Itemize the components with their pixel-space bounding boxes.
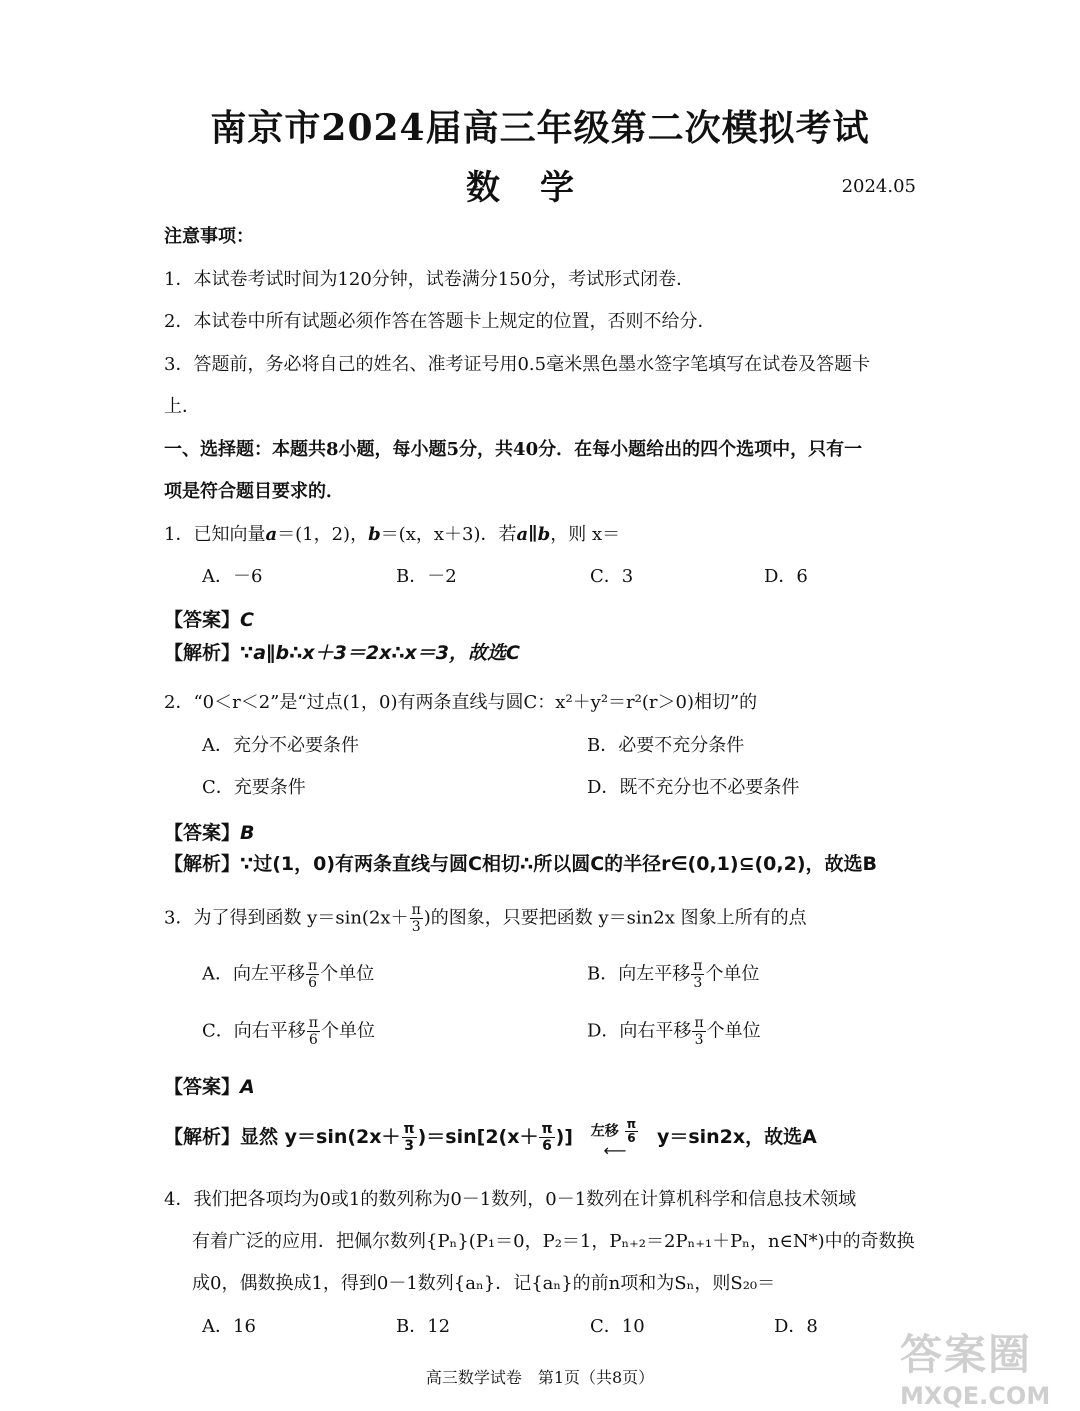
q2-option-d: D．既不充分也不必要条件 xyxy=(587,777,800,798)
fraction-denominator: 6 xyxy=(542,1138,552,1154)
fraction-numerator: π xyxy=(693,958,703,974)
q4-stem-line-1: 4．我们把各项均为0或1的数列称为0－1数列，0－1数列在计算机科学和信息技术领域 xyxy=(164,1189,857,1210)
q3-option-d xyxy=(587,1015,761,1048)
q2-analysis xyxy=(164,849,877,876)
page-title: 南京市2024届高三年级第二次模拟考试 xyxy=(210,107,870,149)
q1-answer-value: C xyxy=(240,609,254,631)
q1-stem-prefix: 1．已知向量 xyxy=(164,524,266,545)
q3-option-a-suffix: 个单位 xyxy=(320,963,375,985)
note-item-2: 2．本试卷中所有试题必须作答在答题卡上规定的位置，否则不给分． xyxy=(164,311,716,332)
fraction-denominator: 3 xyxy=(411,919,421,935)
q3-option-a-prefix: A．向左平移 xyxy=(202,963,305,985)
left-arrow-icon: ⟵ xyxy=(603,1141,627,1160)
q4-option-b: B．12 xyxy=(396,1316,451,1337)
q3-transform-arrow xyxy=(573,1117,657,1160)
q2-analysis-label: 【解析】 xyxy=(164,853,241,875)
q1-vector-a: a xyxy=(265,524,278,545)
q3-analysis-part-2: )＝sin[2(x＋ xyxy=(417,1126,539,1148)
fraction-numerator: π xyxy=(694,1015,704,1031)
q3-option-c-fraction xyxy=(307,1015,320,1048)
watermark-url: MXQE.COM xyxy=(900,1382,1051,1410)
fraction-numerator: π xyxy=(626,1117,637,1131)
q2-option-c: C．充要条件 xyxy=(202,777,306,798)
subject-title: 数学 xyxy=(466,168,614,208)
q1-option-d: D．6 xyxy=(764,566,808,587)
q1-analysis-label: 【解析】 xyxy=(164,642,241,664)
q4-option-c: C．10 xyxy=(590,1316,645,1337)
q3-analysis xyxy=(164,1117,817,1160)
fraction-denominator: 6 xyxy=(308,1032,318,1048)
q3-answer-label: 【答案】 xyxy=(164,1076,241,1098)
q2-option-b: B．必要不充分条件 xyxy=(587,735,745,756)
q3-option-a xyxy=(202,958,374,991)
section-heading-line-1: 一、选择题：本题共8小题，每小题5分，共40分．在每小题给出的四个选项中，只有一 xyxy=(164,439,863,460)
fraction-numerator: π xyxy=(403,1121,415,1137)
q2-answer-value: B xyxy=(240,822,255,844)
q1-stem xyxy=(164,520,620,546)
q3-stem-prefix: 3．为了得到函数 y＝sin(2x＋ xyxy=(164,907,409,929)
q3-option-b-prefix: B．向左平移 xyxy=(587,963,691,985)
section-heading-line-2: 项是符合题目要求的． xyxy=(164,481,344,502)
q1-analysis-text: ∵a∥b∴x＋3＝2x∴x＝3，故选C xyxy=(240,642,520,664)
q3-option-c-prefix: C．向右平移 xyxy=(202,1020,306,1042)
q2-stem: 2．“0＜r＜2”是“过点(1，0)有两条直线与圆C：x²＋y²＝r²(r＞0)相切”的 xyxy=(164,692,758,713)
page-footer: 高三数学试卷 第1页（共8页） xyxy=(425,1368,655,1387)
fraction-denominator: 3 xyxy=(694,1032,704,1048)
q4-option-a: A．16 xyxy=(202,1316,256,1337)
q1-stem-suffix: ，则 x＝ xyxy=(550,524,621,545)
fraction-numerator: π xyxy=(411,902,421,918)
q3-option-d-fraction xyxy=(692,1015,705,1048)
q3-arrow-label-text: 左移 xyxy=(590,1123,619,1140)
q3-analysis-fraction-2 xyxy=(539,1121,554,1154)
q2-option-a: A．充分不必要条件 xyxy=(202,735,359,756)
q3-option-c-suffix: 个单位 xyxy=(320,1020,375,1042)
exam-date: 2024.05 xyxy=(841,176,916,197)
q2-answer xyxy=(164,818,255,845)
fraction-numerator: π xyxy=(308,958,318,974)
q3-stem xyxy=(164,902,807,935)
q1-answer xyxy=(164,605,254,632)
q4-option-d: D．8 xyxy=(774,1316,818,1337)
q3-analysis-part-3: )] xyxy=(555,1126,573,1148)
watermark-logo xyxy=(900,1322,1068,1410)
fraction-denominator: 3 xyxy=(693,975,703,991)
q3-stem-fraction xyxy=(410,902,423,935)
q3-option-c xyxy=(202,1015,375,1048)
q1-vector-b-value: ＝(x，x＋3)．若 xyxy=(380,524,517,545)
fraction-numerator: π xyxy=(308,1015,318,1031)
note-item-3-cont: 上． xyxy=(164,396,200,417)
q2-answer-label: 【答案】 xyxy=(164,822,241,844)
q1-vector-a-value: ＝(1，2)， xyxy=(277,524,369,545)
q3-option-b xyxy=(587,958,759,991)
q3-analysis-fraction-1 xyxy=(402,1121,417,1154)
fraction-numerator: π xyxy=(541,1121,553,1137)
note-item-1: 1．本试卷考试时间为120分钟，试卷满分150分，考试形式闭卷． xyxy=(164,269,695,290)
q1-option-a: A．－6 xyxy=(202,566,263,587)
q3-arrow-fraction xyxy=(625,1118,639,1145)
q2-analysis-text: ∵过(1，0)有两条直线与圆C相切∴所以圆C的半径r∈(0,1)⊆(0,2)，故选B xyxy=(240,853,878,875)
note-item-3: 3．答题前，务必将自己的姓名、准考证号用0.5毫米黑色墨水签字笔填写在试卷及答题卡 xyxy=(164,354,871,375)
notes-heading: 注意事项： xyxy=(164,226,254,247)
q1-analysis xyxy=(164,638,520,665)
q1-answer-label: 【答案】 xyxy=(164,609,241,631)
q3-analysis-part-1: 显然 y＝sin(2x＋ xyxy=(240,1126,401,1148)
q4-stem-line-2: 有着广泛的应用．把佩尔数列{Pₙ}(P₁＝0，P₂＝1，Pₙ₊₂＝2Pₙ₊₁＋Pₙ，n∈N*)中的奇数换 xyxy=(192,1231,915,1252)
q3-stem-suffix: )的图象，只要把函数 y＝sin2x 图象上所有的点 xyxy=(423,907,807,929)
q3-analysis-label: 【解析】 xyxy=(164,1126,241,1148)
q1-option-c: C．3 xyxy=(590,566,634,587)
q3-option-a-fraction xyxy=(306,958,319,991)
q3-option-b-fraction xyxy=(691,958,704,991)
fraction-denominator: 3 xyxy=(404,1138,414,1154)
q3-option-b-suffix: 个单位 xyxy=(705,963,760,985)
q3-answer xyxy=(164,1072,255,1099)
q1-option-b: B．－2 xyxy=(396,566,457,587)
q3-option-d-prefix: D．向右平移 xyxy=(587,1020,692,1042)
q3-answer-value: A xyxy=(240,1076,255,1098)
q3-analysis-part-4: y＝sin2x，故选A xyxy=(656,1126,817,1148)
q1-vector-b: b xyxy=(368,524,381,545)
q3-option-d-suffix: 个单位 xyxy=(706,1020,761,1042)
watermark-text: 答案圈 xyxy=(900,1330,1033,1379)
q1-condition: a∥b xyxy=(516,524,551,545)
fraction-denominator: 6 xyxy=(627,1131,636,1145)
q4-stem-line-3: 成0，偶数换成1，得到0－1数列{aₙ}．记{aₙ}的前n项和为Sₙ，则S₂₀＝ xyxy=(192,1273,776,1294)
fraction-denominator: 6 xyxy=(308,975,318,991)
